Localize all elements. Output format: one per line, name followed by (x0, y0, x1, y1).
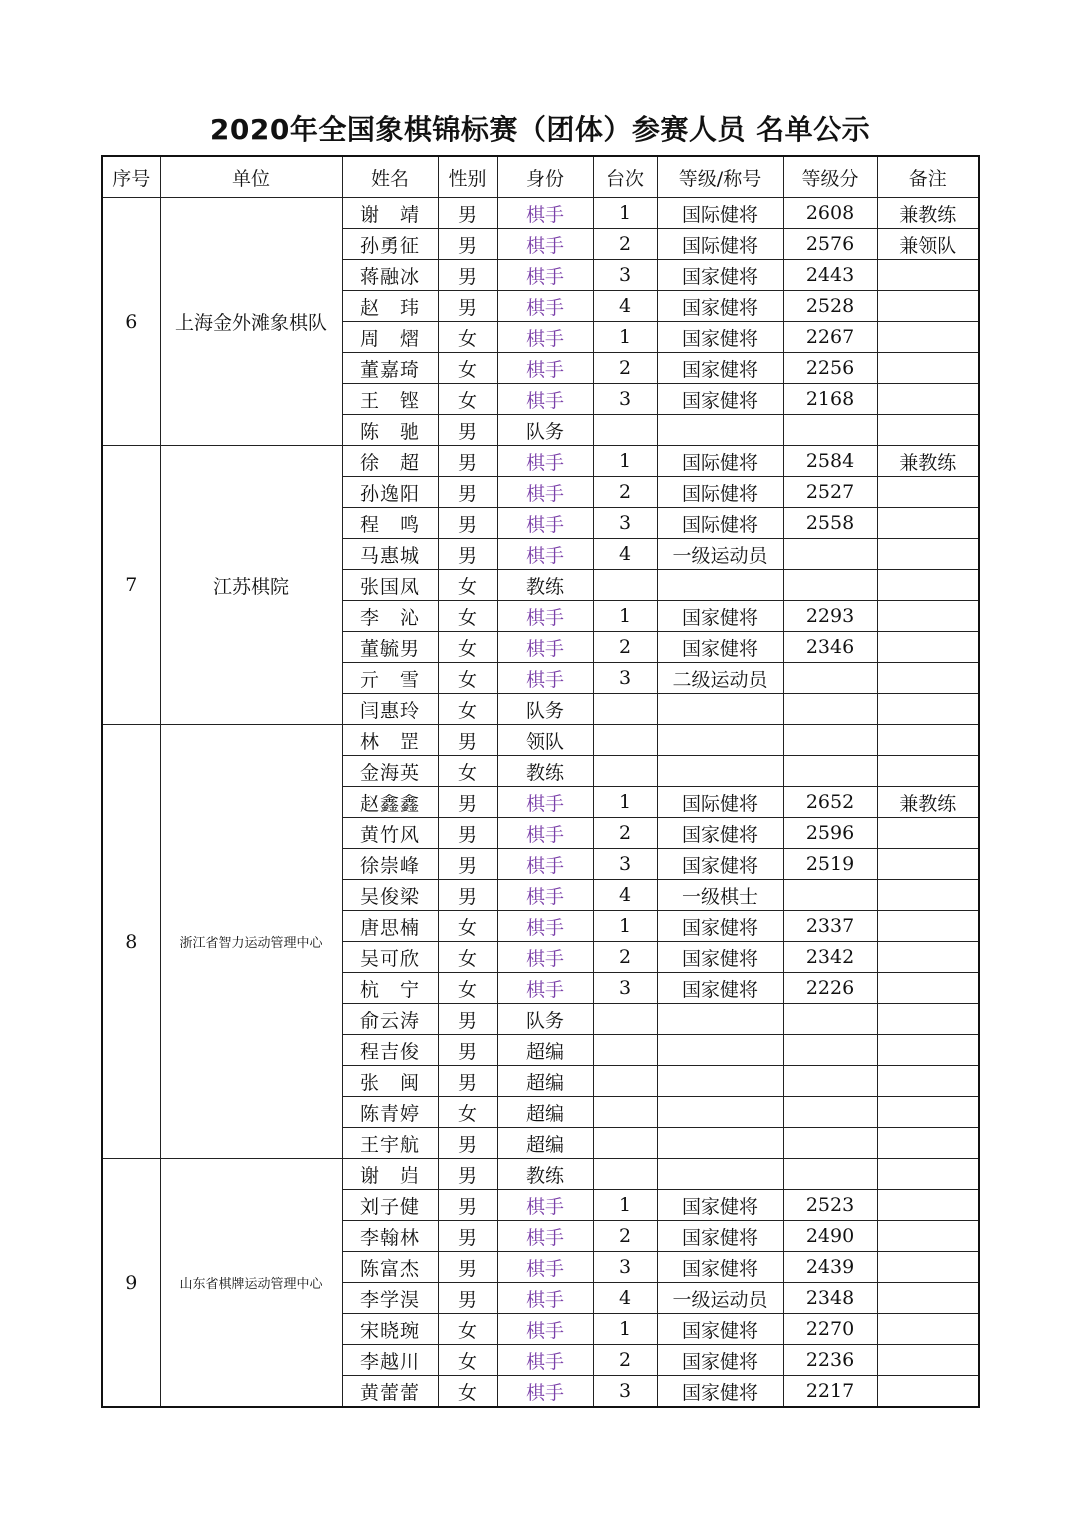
rank-cell: 一级运动员 (657, 539, 783, 570)
rating-cell (783, 663, 877, 694)
name-cell: 谢 岿 (342, 1159, 438, 1190)
group-seq-cell: 9 (102, 1159, 160, 1408)
rank-cell: 国际健将 (657, 229, 783, 260)
board-cell (593, 756, 657, 787)
board-cell: 1 (593, 787, 657, 818)
name-cell: 董毓男 (342, 632, 438, 663)
note-cell (877, 1035, 979, 1066)
rank-cell: 国家健将 (657, 291, 783, 322)
name-cell: 吴可欣 (342, 942, 438, 973)
rank-cell: 国家健将 (657, 973, 783, 1004)
rating-cell: 2527 (783, 477, 877, 508)
role-cell: 超编 (497, 1035, 593, 1066)
rank-cell: 国家健将 (657, 942, 783, 973)
gender-cell: 女 (438, 911, 497, 942)
board-cell: 3 (593, 1376, 657, 1408)
rating-cell (783, 756, 877, 787)
role-cell: 棋手 (497, 539, 593, 570)
role-cell: 棋手 (497, 384, 593, 415)
gender-cell: 女 (438, 663, 497, 694)
note-cell (877, 1128, 979, 1159)
rank-cell: 国际健将 (657, 508, 783, 539)
note-cell (877, 880, 979, 911)
name-cell: 张国凤 (342, 570, 438, 601)
header-note: 备注 (877, 156, 979, 198)
note-cell (877, 477, 979, 508)
group-seq-cell: 7 (102, 446, 160, 725)
rating-cell: 2337 (783, 911, 877, 942)
board-cell (593, 1004, 657, 1035)
gender-cell: 女 (438, 353, 497, 384)
gender-cell: 男 (438, 291, 497, 322)
board-cell (593, 1097, 657, 1128)
rating-cell (783, 415, 877, 446)
board-cell: 3 (593, 663, 657, 694)
board-cell: 3 (593, 508, 657, 539)
board-cell: 2 (593, 818, 657, 849)
gender-cell: 女 (438, 1345, 497, 1376)
note-cell (877, 632, 979, 663)
note-cell (877, 849, 979, 880)
rating-cell (783, 694, 877, 725)
board-cell: 2 (593, 1345, 657, 1376)
gender-cell: 女 (438, 570, 497, 601)
note-cell (877, 973, 979, 1004)
header-role: 身份 (497, 156, 593, 198)
role-cell: 棋手 (497, 1190, 593, 1221)
name-cell: 王 铿 (342, 384, 438, 415)
rank-cell (657, 725, 783, 756)
board-cell (593, 570, 657, 601)
name-cell: 刘子健 (342, 1190, 438, 1221)
gender-cell: 女 (438, 322, 497, 353)
board-cell: 1 (593, 198, 657, 229)
gender-cell: 男 (438, 1252, 497, 1283)
role-cell: 棋手 (497, 260, 593, 291)
board-cell: 2 (593, 353, 657, 384)
board-cell: 3 (593, 973, 657, 1004)
name-cell: 李 沁 (342, 601, 438, 632)
note-cell (877, 1283, 979, 1314)
header-unit: 单位 (160, 156, 342, 198)
note-cell (877, 1190, 979, 1221)
rank-cell (657, 1066, 783, 1097)
role-cell: 棋手 (497, 632, 593, 663)
name-cell: 吴俊梁 (342, 880, 438, 911)
rank-cell (657, 1159, 783, 1190)
table-row (102, 725, 979, 756)
rating-cell: 2346 (783, 632, 877, 663)
gender-cell: 女 (438, 632, 497, 663)
role-cell: 棋手 (497, 322, 593, 353)
rank-cell: 国家健将 (657, 260, 783, 291)
board-cell: 3 (593, 849, 657, 880)
role-cell: 队务 (497, 694, 593, 725)
board-cell: 3 (593, 260, 657, 291)
rank-cell (657, 570, 783, 601)
gender-cell: 男 (438, 1190, 497, 1221)
role-cell: 超编 (497, 1066, 593, 1097)
group-seq-cell: 8 (102, 725, 160, 1159)
gender-cell: 男 (438, 725, 497, 756)
name-cell: 董嘉琦 (342, 353, 438, 384)
rating-cell: 2293 (783, 601, 877, 632)
header-rating: 等级分 (783, 156, 877, 198)
board-cell: 2 (593, 229, 657, 260)
name-cell: 唐思楠 (342, 911, 438, 942)
rank-cell: 国家健将 (657, 911, 783, 942)
name-cell: 程吉俊 (342, 1035, 438, 1066)
note-cell: 兼领队 (877, 229, 979, 260)
role-cell: 棋手 (497, 663, 593, 694)
board-cell (593, 725, 657, 756)
gender-cell: 女 (438, 942, 497, 973)
rating-cell: 2584 (783, 446, 877, 477)
note-cell (877, 539, 979, 570)
rank-cell (657, 1128, 783, 1159)
note-cell (877, 1004, 979, 1035)
rank-cell (657, 415, 783, 446)
name-cell: 林 罡 (342, 725, 438, 756)
board-cell: 2 (593, 477, 657, 508)
note-cell: 兼教练 (877, 446, 979, 477)
name-cell: 俞云涛 (342, 1004, 438, 1035)
note-cell (877, 384, 979, 415)
role-cell: 棋手 (497, 601, 593, 632)
note-cell (877, 1066, 979, 1097)
name-cell: 李越川 (342, 1345, 438, 1376)
name-cell: 黄蕾蕾 (342, 1376, 438, 1408)
rating-cell: 2439 (783, 1252, 877, 1283)
name-cell: 赵鑫鑫 (342, 787, 438, 818)
name-cell: 马惠城 (342, 539, 438, 570)
gender-cell: 男 (438, 1035, 497, 1066)
role-cell: 棋手 (497, 291, 593, 322)
rank-cell: 国家健将 (657, 1221, 783, 1252)
board-cell: 1 (593, 601, 657, 632)
name-cell: 亓 雪 (342, 663, 438, 694)
name-cell: 周 熠 (342, 322, 438, 353)
rank-cell: 国际健将 (657, 446, 783, 477)
rank-cell (657, 1004, 783, 1035)
rating-cell: 2443 (783, 260, 877, 291)
board-cell: 4 (593, 291, 657, 322)
rank-cell: 二级运动员 (657, 663, 783, 694)
role-cell: 超编 (497, 1128, 593, 1159)
rating-cell (783, 725, 877, 756)
note-cell (877, 694, 979, 725)
group-unit-cell: 浙江省智力运动管理中心 (160, 725, 342, 1159)
board-cell (593, 1035, 657, 1066)
note-cell (877, 291, 979, 322)
rating-cell: 2217 (783, 1376, 877, 1408)
gender-cell: 女 (438, 601, 497, 632)
board-cell: 2 (593, 942, 657, 973)
role-cell: 棋手 (497, 1252, 593, 1283)
rank-cell (657, 694, 783, 725)
board-cell: 2 (593, 632, 657, 663)
gender-cell: 男 (438, 477, 497, 508)
name-cell: 张 闽 (342, 1066, 438, 1097)
gender-cell: 男 (438, 1128, 497, 1159)
rating-cell: 2226 (783, 973, 877, 1004)
note-cell (877, 663, 979, 694)
note-cell (877, 1097, 979, 1128)
rating-cell (783, 1159, 877, 1190)
rating-cell: 2348 (783, 1283, 877, 1314)
gender-cell: 男 (438, 1159, 497, 1190)
role-cell: 棋手 (497, 818, 593, 849)
board-cell: 1 (593, 446, 657, 477)
note-cell (877, 508, 979, 539)
note-cell (877, 756, 979, 787)
name-cell: 谢 靖 (342, 198, 438, 229)
rank-cell: 国家健将 (657, 601, 783, 632)
role-cell: 棋手 (497, 198, 593, 229)
role-cell: 棋手 (497, 973, 593, 1004)
rating-cell (783, 570, 877, 601)
roster-table (101, 155, 980, 1408)
rating-cell: 2342 (783, 942, 877, 973)
gender-cell: 女 (438, 384, 497, 415)
rank-cell: 国家健将 (657, 1314, 783, 1345)
note-cell (877, 1252, 979, 1283)
rank-cell: 国家健将 (657, 384, 783, 415)
rank-cell: 国家健将 (657, 1190, 783, 1221)
rating-cell: 2236 (783, 1345, 877, 1376)
gender-cell: 男 (438, 198, 497, 229)
rating-cell: 2652 (783, 787, 877, 818)
board-cell (593, 415, 657, 446)
rank-cell: 一级运动员 (657, 1283, 783, 1314)
name-cell: 王宇航 (342, 1128, 438, 1159)
rank-cell: 国际健将 (657, 477, 783, 508)
role-cell: 棋手 (497, 1221, 593, 1252)
rating-cell: 2528 (783, 291, 877, 322)
name-cell: 孙勇征 (342, 229, 438, 260)
rating-cell (783, 880, 877, 911)
role-cell: 棋手 (497, 911, 593, 942)
note-cell (877, 818, 979, 849)
rating-cell: 2270 (783, 1314, 877, 1345)
role-cell: 棋手 (497, 353, 593, 384)
board-cell (593, 1128, 657, 1159)
role-cell: 教练 (497, 570, 593, 601)
note-cell: 兼教练 (877, 198, 979, 229)
board-cell: 4 (593, 1283, 657, 1314)
role-cell: 棋手 (497, 849, 593, 880)
rank-cell: 国家健将 (657, 1252, 783, 1283)
board-cell (593, 1159, 657, 1190)
name-cell: 宋晓琬 (342, 1314, 438, 1345)
role-cell: 教练 (497, 1159, 593, 1190)
note-cell (877, 1159, 979, 1190)
role-cell: 棋手 (497, 880, 593, 911)
role-cell: 棋手 (497, 942, 593, 973)
note-cell (877, 570, 979, 601)
board-cell: 1 (593, 1190, 657, 1221)
role-cell: 领队 (497, 725, 593, 756)
header-row (102, 156, 979, 198)
group-unit-cell: 江苏棋院 (160, 446, 342, 725)
board-cell: 4 (593, 880, 657, 911)
note-cell (877, 1376, 979, 1408)
role-cell: 棋手 (497, 508, 593, 539)
gender-cell: 男 (438, 787, 497, 818)
note-cell (877, 1221, 979, 1252)
note-cell (877, 942, 979, 973)
rating-cell (783, 1035, 877, 1066)
group-seq-cell: 6 (102, 198, 160, 446)
rating-cell (783, 1004, 877, 1035)
rank-cell: 国家健将 (657, 1376, 783, 1408)
name-cell: 陈 驰 (342, 415, 438, 446)
role-cell: 棋手 (497, 1314, 593, 1345)
gender-cell: 男 (438, 1004, 497, 1035)
rank-cell: 国家健将 (657, 818, 783, 849)
gender-cell: 男 (438, 539, 497, 570)
rating-cell: 2558 (783, 508, 877, 539)
rank-cell: 国家健将 (657, 1345, 783, 1376)
note-cell: 兼教练 (877, 787, 979, 818)
rating-cell: 2490 (783, 1221, 877, 1252)
rating-cell (783, 1066, 877, 1097)
rank-cell (657, 1097, 783, 1128)
header-seq: 序号 (102, 156, 160, 198)
role-cell: 队务 (497, 415, 593, 446)
name-cell: 杭 宁 (342, 973, 438, 1004)
gender-cell: 男 (438, 1066, 497, 1097)
gender-cell: 女 (438, 1314, 497, 1345)
board-cell (593, 694, 657, 725)
header-gender: 性别 (438, 156, 497, 198)
gender-cell: 男 (438, 260, 497, 291)
gender-cell: 男 (438, 849, 497, 880)
gender-cell: 女 (438, 1376, 497, 1408)
note-cell (877, 415, 979, 446)
name-cell: 闫惠玲 (342, 694, 438, 725)
role-cell: 棋手 (497, 787, 593, 818)
rating-cell: 2256 (783, 353, 877, 384)
name-cell: 赵 玮 (342, 291, 438, 322)
group-unit-cell: 山东省棋牌运动管理中心 (160, 1159, 342, 1408)
name-cell: 程 鸣 (342, 508, 438, 539)
document-title: 2020年全国象棋锦标赛（团体）参赛人员 名单公示 (209, 113, 871, 146)
role-cell: 棋手 (497, 1376, 593, 1408)
table-row (102, 198, 979, 229)
gender-cell: 男 (438, 818, 497, 849)
name-cell: 徐 超 (342, 446, 438, 477)
role-cell: 棋手 (497, 477, 593, 508)
name-cell: 黄竹风 (342, 818, 438, 849)
board-cell: 3 (593, 1252, 657, 1283)
rating-cell: 2596 (783, 818, 877, 849)
board-cell: 2 (593, 1221, 657, 1252)
name-cell: 孙逸阳 (342, 477, 438, 508)
note-cell (877, 725, 979, 756)
gender-cell: 女 (438, 694, 497, 725)
rank-cell: 国家健将 (657, 353, 783, 384)
gender-cell: 男 (438, 229, 497, 260)
gender-cell: 女 (438, 973, 497, 1004)
gender-cell: 男 (438, 1283, 497, 1314)
name-cell: 金海英 (342, 756, 438, 787)
role-cell: 棋手 (497, 1345, 593, 1376)
rating-cell (783, 1097, 877, 1128)
role-cell: 棋手 (497, 446, 593, 477)
header-rank: 等级/称号 (657, 156, 783, 198)
board-cell (593, 1066, 657, 1097)
rating-cell: 2168 (783, 384, 877, 415)
role-cell: 教练 (497, 756, 593, 787)
rank-cell (657, 756, 783, 787)
rank-cell: 国家健将 (657, 632, 783, 663)
name-cell: 蒋融冰 (342, 260, 438, 291)
table-row (102, 1159, 979, 1190)
role-cell: 棋手 (497, 229, 593, 260)
group-unit-cell: 上海金外滩象棋队 (160, 198, 342, 446)
rating-cell: 2519 (783, 849, 877, 880)
rank-cell: 国际健将 (657, 198, 783, 229)
note-cell (877, 601, 979, 632)
rating-cell (783, 1128, 877, 1159)
board-cell: 1 (593, 911, 657, 942)
role-cell: 棋手 (497, 1283, 593, 1314)
rating-cell: 2608 (783, 198, 877, 229)
rank-cell: 国际健将 (657, 787, 783, 818)
rank-cell: 一级棋士 (657, 880, 783, 911)
gender-cell: 女 (438, 1097, 497, 1128)
gender-cell: 女 (438, 756, 497, 787)
name-cell: 陈青婷 (342, 1097, 438, 1128)
header-board: 台次 (593, 156, 657, 198)
note-cell (877, 353, 979, 384)
rating-cell: 2576 (783, 229, 877, 260)
gender-cell: 男 (438, 1221, 497, 1252)
rating-cell: 2523 (783, 1190, 877, 1221)
board-cell: 1 (593, 1314, 657, 1345)
gender-cell: 男 (438, 415, 497, 446)
board-cell: 1 (593, 322, 657, 353)
table-row (102, 446, 979, 477)
gender-cell: 男 (438, 880, 497, 911)
header-name: 姓名 (342, 156, 438, 198)
note-cell (877, 260, 979, 291)
rank-cell (657, 1035, 783, 1066)
role-cell: 超编 (497, 1097, 593, 1128)
note-cell (877, 322, 979, 353)
name-cell: 李学淏 (342, 1283, 438, 1314)
roster-body (102, 198, 979, 1408)
name-cell: 李翰林 (342, 1221, 438, 1252)
note-cell (877, 1314, 979, 1345)
board-cell: 3 (593, 384, 657, 415)
board-cell: 4 (593, 539, 657, 570)
note-cell (877, 911, 979, 942)
name-cell: 陈富杰 (342, 1252, 438, 1283)
name-cell: 徐崇峰 (342, 849, 438, 880)
role-cell: 队务 (497, 1004, 593, 1035)
gender-cell: 男 (438, 508, 497, 539)
rating-cell: 2267 (783, 322, 877, 353)
rank-cell: 国家健将 (657, 322, 783, 353)
rank-cell: 国家健将 (657, 849, 783, 880)
gender-cell: 男 (438, 446, 497, 477)
rating-cell (783, 539, 877, 570)
note-cell (877, 1345, 979, 1376)
